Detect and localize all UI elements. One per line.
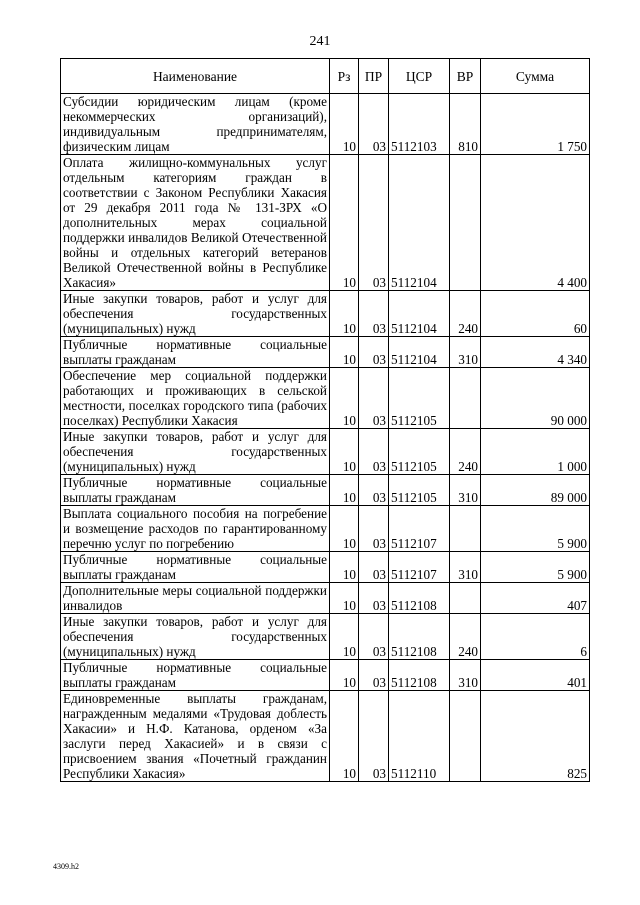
page-number: 241	[309, 34, 331, 49]
row-name: Единовременные выплаты гражданам, награжденным медалями «Трудовая доблесть Хакасии» и Н.Ф. Катанова, орденом «За заслуги перед Хакасией» и в связи с присвоением звания «Почетный гражданин Республики Хакасия»	[61, 691, 330, 782]
table-row	[61, 429, 590, 475]
row-sum: 4 340	[481, 337, 590, 368]
row-name: Публичные нормативные социальные выплаты гражданам	[61, 552, 330, 583]
row-vr	[450, 691, 481, 782]
print-code: 4309.h2	[53, 862, 79, 871]
row-pr: 03	[359, 337, 389, 368]
row-sum: 60	[481, 291, 590, 337]
row-vr	[450, 155, 481, 291]
table-row	[61, 552, 590, 583]
row-pr: 03	[359, 155, 389, 291]
row-name: Выплата социального пособия на погребение и возмещение расходов по гарантированному перечню услуг по погребению	[61, 506, 330, 552]
header-pr: ПР	[359, 59, 389, 94]
row-pr: 03	[359, 291, 389, 337]
table-row	[61, 506, 590, 552]
row-csr: 5112107	[389, 506, 450, 552]
row-csr: 5112108	[389, 614, 450, 660]
row-pr: 03	[359, 660, 389, 691]
row-name: Публичные нормативные социальные выплаты гражданам	[61, 660, 330, 691]
row-sum: 6	[481, 614, 590, 660]
row-name: Иные закупки товаров, работ и услуг для обеспечения государственных (муниципальных) нужд	[61, 429, 330, 475]
row-rz: 10	[330, 660, 359, 691]
row-csr: 5112104	[389, 155, 450, 291]
table-row	[61, 337, 590, 368]
row-pr: 03	[359, 552, 389, 583]
header-csr: ЦСР	[389, 59, 450, 94]
budget-table	[60, 58, 590, 782]
table-row	[61, 291, 590, 337]
row-sum: 5 900	[481, 552, 590, 583]
table-row	[61, 94, 590, 155]
row-sum: 825	[481, 691, 590, 782]
table-row	[61, 583, 590, 614]
table-row	[61, 155, 590, 291]
row-vr: 240	[450, 291, 481, 337]
row-rz: 10	[330, 552, 359, 583]
row-csr: 5112105	[389, 429, 450, 475]
row-sum: 407	[481, 583, 590, 614]
row-name: Дополнительные меры социальной поддержки инвалидов	[61, 583, 330, 614]
row-csr: 5112105	[389, 368, 450, 429]
row-pr: 03	[359, 583, 389, 614]
row-rz: 10	[330, 691, 359, 782]
row-vr: 310	[450, 475, 481, 506]
row-sum: 4 400	[481, 155, 590, 291]
row-rz: 10	[330, 583, 359, 614]
row-pr: 03	[359, 691, 389, 782]
row-csr: 5112104	[389, 291, 450, 337]
row-vr: 310	[450, 660, 481, 691]
row-vr: 310	[450, 337, 481, 368]
header-vr: ВР	[450, 59, 481, 94]
table-header-row	[61, 59, 590, 94]
row-csr: 5112103	[389, 94, 450, 155]
row-csr: 5112105	[389, 475, 450, 506]
row-name: Иные закупки товаров, работ и услуг для обеспечения государственных (муниципальных) нужд	[61, 614, 330, 660]
row-name: Оплата жилищно-коммунальных услуг отдельным категориям граждан в соответствии с Законом Республики Хакасия от 29 декабря 2011 года № 131-ЗРХ «О дополнительных мерах социальной поддержки инвалидов Великой Отечественной войны и отдельных категорий ветеранов Великой Отечественной войны в Республике Хакасия»	[61, 155, 330, 291]
row-name: Субсидии юридическим лицам (кроме некоммерческих организаций), индивидуальным предпринимателям, физическим лицам	[61, 94, 330, 155]
row-vr: 240	[450, 614, 481, 660]
header-sum: Сумма	[481, 59, 590, 94]
row-vr	[450, 368, 481, 429]
row-rz: 10	[330, 614, 359, 660]
row-name: Публичные нормативные социальные выплаты гражданам	[61, 337, 330, 368]
table-row	[61, 614, 590, 660]
row-vr	[450, 506, 481, 552]
row-rz: 10	[330, 337, 359, 368]
row-rz: 10	[330, 94, 359, 155]
row-sum: 5 900	[481, 506, 590, 552]
row-sum: 89 000	[481, 475, 590, 506]
table-row	[61, 368, 590, 429]
row-rz: 10	[330, 291, 359, 337]
row-pr: 03	[359, 368, 389, 429]
table-row	[61, 475, 590, 506]
table-row	[61, 660, 590, 691]
row-rz: 10	[330, 429, 359, 475]
row-csr: 5112107	[389, 552, 450, 583]
row-pr: 03	[359, 94, 389, 155]
header-rz: Рз	[330, 59, 359, 94]
row-vr: 310	[450, 552, 481, 583]
row-pr: 03	[359, 614, 389, 660]
row-name: Публичные нормативные социальные выплаты гражданам	[61, 475, 330, 506]
row-rz: 10	[330, 475, 359, 506]
row-rz: 10	[330, 506, 359, 552]
row-csr: 5112104	[389, 337, 450, 368]
row-pr: 03	[359, 506, 389, 552]
row-csr: 5112108	[389, 660, 450, 691]
row-sum: 1 000	[481, 429, 590, 475]
row-sum: 1 750	[481, 94, 590, 155]
row-vr: 240	[450, 429, 481, 475]
row-vr: 810	[450, 94, 481, 155]
header-name: Наименование	[61, 59, 330, 94]
row-sum: 401	[481, 660, 590, 691]
row-pr: 03	[359, 475, 389, 506]
row-csr: 5112110	[389, 691, 450, 782]
row-vr	[450, 583, 481, 614]
table-row	[61, 691, 590, 782]
row-csr: 5112108	[389, 583, 450, 614]
row-sum: 90 000	[481, 368, 590, 429]
row-pr: 03	[359, 429, 389, 475]
row-name: Обеспечение мер социальной поддержки работающих и проживающих в сельской местности, поселках городского типа (рабочих поселках) Республики Хакасия	[61, 368, 330, 429]
row-rz: 10	[330, 155, 359, 291]
row-name: Иные закупки товаров, работ и услуг для обеспечения государственных (муниципальных) нужд	[61, 291, 330, 337]
row-rz: 10	[330, 368, 359, 429]
